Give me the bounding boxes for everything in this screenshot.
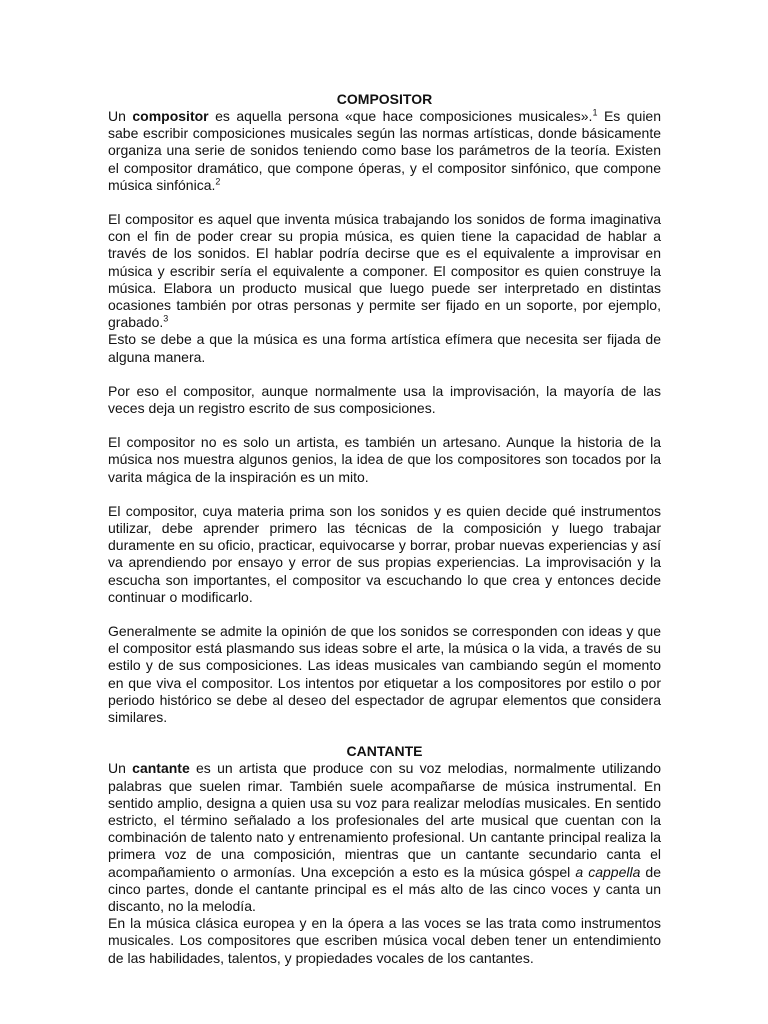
bold-term: cantante [132,760,190,777]
text: Un [108,108,133,124]
text: El compositor es aquel que inventa música trabajando los sonidos de forma imaginativa con el fin de poder crear su propia música, es quien tiene la capacidad de hablar a través de los sonidos. El hablar podría decirse que es el equivalente a improvisar en música y escribir sería el equivalente a componer. El compositor es quien construye la música. Elabora un producto musical que luego puede ser interpretado en distintas ocasiones también por otras personas y permite ser fijado en un soporte, por ejemplo, grabado. [108,211,661,331]
paragraph [108,760,661,915]
footnote-ref: 2 [215,176,221,187]
section-title-compositor: COMPOSITOR [336,91,433,107]
footnote-ref: 1 [592,107,598,118]
italic-term: a cappella [575,863,641,880]
footnote-ref: 3 [163,313,169,324]
bold-term: compositor [132,108,209,124]
paragraph: El compositor no es solo un artista, es también un artesano. Aunque la historia de la música nos muestra algunos genios, la idea de que los compositores son tocados por la varita mágica de la inspiración es un mito. [108,434,661,485]
paragraph: El compositor, cuya materia prima son los sonidos y es quien decide qué instrumentos utilizar, debe aprender primero las técnicas de la composición y luego trabajar duramente en su oficio, practicar, equivocarse y borrar, probar nuevas experiencias y así va aprendiendo por ensayo y error de sus propias experiencias. La improvisación y la escucha son importantes, el compositor va escuchando lo que crea y entonces decide continuar o modificarlo. [108,502,661,605]
section-title-cantante: CANTANTE [346,743,423,760]
paragraph [108,211,661,331]
paragraph: Esto se debe a que la música es una forma artística efímera que necesita ser fijada de alguna manera. [108,331,661,365]
paragraph: Generalmente se admite la opinión de que los sonidos se corresponden con ideas y que el compositor está plasmando sus ideas sobre el arte, la música o la vida, a través de su estilo y de sus composiciones. Las ideas musicales van cambiando según el momento en que viva el compositor. Los intentos por etiquetar a los compositores por estilo o por periodo histórico se debe al deseo del espectador de agrupar elementos que considera similares. [108,623,661,726]
paragraph: Por eso el compositor, aunque normalmente usa la improvisación, la mayoría de las veces deja un registro escrito de sus composiciones. [108,382,661,417]
text: es aquella persona «que hace composiciones musicales». [208,108,593,124]
text: Es quien sabe escribir composiciones musicales según las normas artísticas, donde básicamente organiza una serie de sonidos teniendo como base los parámetros de la teoría. Existen el compositor dramático, que compone óperas, y el compositor sinfónico, que compone música sinfónica. [108,108,662,193]
text: de cinco partes, donde el cantante principal es el más alto de las cinco voces y canta un discanto, no la melodía. [108,863,661,914]
paragraph: En la música clásica europea y en la ópera a las voces se las trata como instrumentos musicales. Los compositores que escriben música vocal deben tener un entendimiento de las habilidades, talentos, y propiedades vocales de los cantantes. [108,915,661,966]
paragraph [108,108,661,194]
text: es un artista que produce con su voz melodias, normalmente utilizando palabras que suelen rimar. También suele acompañarse de música instrumental. En sentido amplio, designa a quien usa su voz para realizar melodías musicales. En sentido estricto, el término señalado a los profesionales del arte musical que cuentan con la combinación de talento nato y entrenamiento profesional. Un cantante principal realiza la primera voz de una composición, mientras que un cantante secundario canta el acompañamiento o armonías. Una excepción a esto es la música góspel [108,760,661,880]
text: Un [108,760,133,777]
